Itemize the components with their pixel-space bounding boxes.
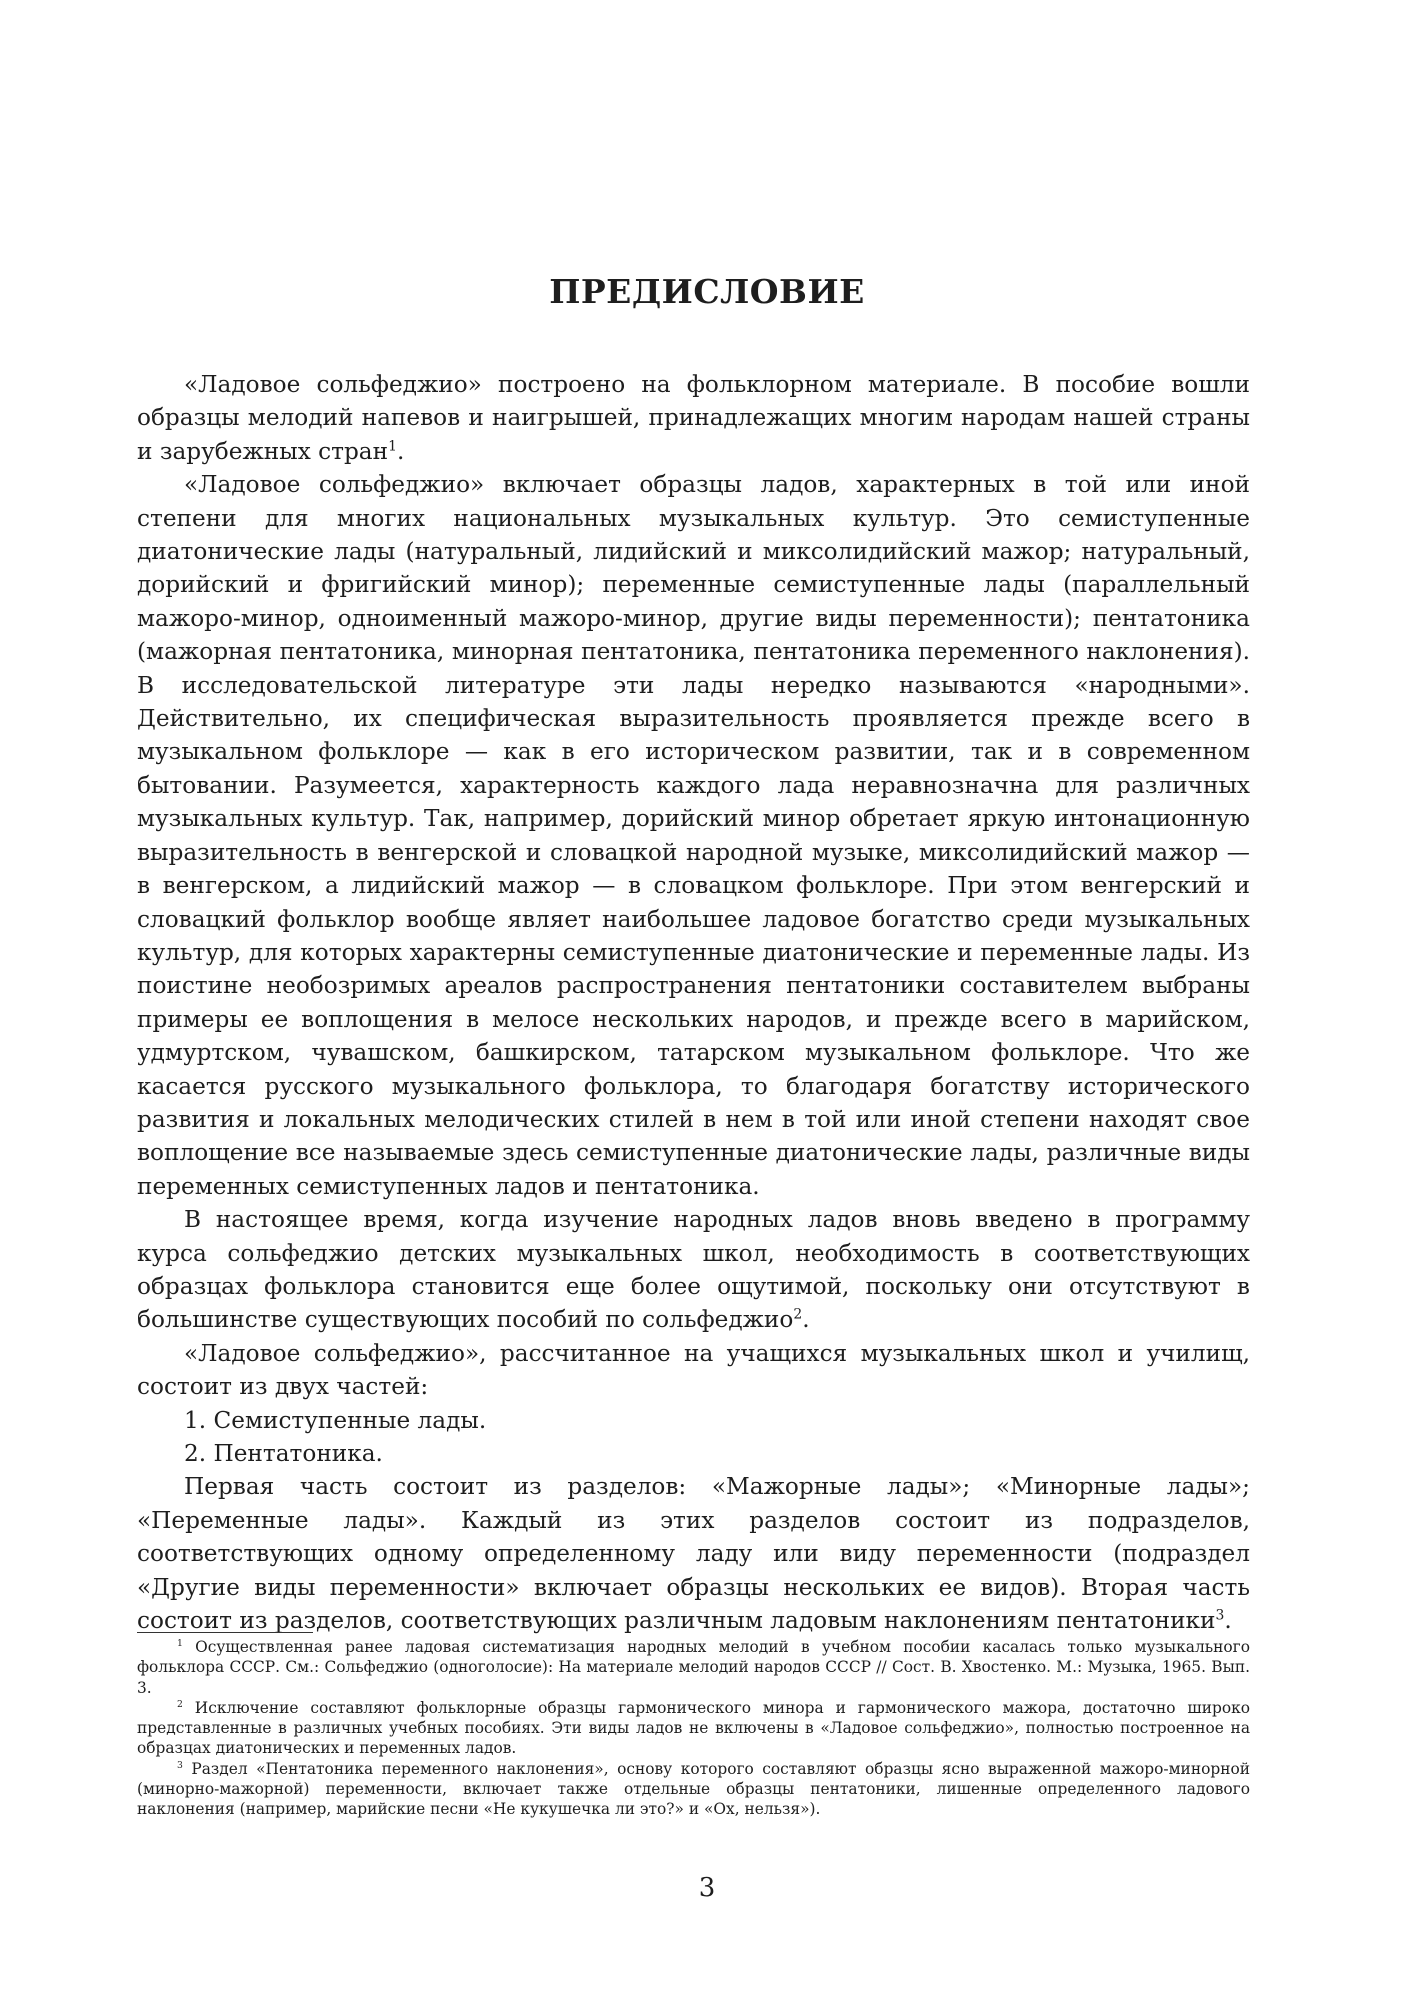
list-item: 1. Семиступенные лады. [184, 1406, 487, 1434]
footnote-ref: 1 [388, 438, 397, 455]
paragraph: «Ладовое сольфеджио» включает образцы ладов, характерных в той или иной степени для многих национальных музыкальных культур. Это семиступенные диатонические лады (натуральный, лидийский и миксолидийский мажор; натуральный, дорийский и фригийский минор); переменные семиступенные лады (параллельный мажоро-минор, одноименный мажоро-минор, другие виды переменности); пентатоника (мажорная пентатоника, минорная пентатоника, пентатоника переменного наклонения). В исследовательской литературе эти лады нередко называются «народными». Действительно, их специфическая выразительность проявляется прежде всего в музыкальном фольклоре — как в его историческом развитии, так и в современном бытовании. Разумеется, характерность каждого лада неравнозначна для различных музыкальных культур. Так, например, дорийский минор обретает яркую интонационную выразительность в венгерской и словацкой народной музыке, миксолидийский мажор — в венгерском, а лидийский мажор — в словацком фольклоре. При этом венгерский и словацкий фольклор вообще являет наибольшее ладовое богатство среди музыкальных культур, для которых характерны семиступенные диатонические и переменные лады. Из поистине необозримых ареалов распространения пентатоники составителем выбраны примеры ее воплощения в мелосе нескольких народов, и прежде всего в марийском, удмуртском, чувашском, башкирском, татарском музыкальном фольклоре. Что же касается русского музыкального фольклора, то благодаря богатству исторического развития и локальных мелодических стилей в нем в той или иной степени находят свое воплощение все называемые здесь семиступенные диатонические лады, различные виды переменных семиступенных ладов и пентатоника. [137, 471, 1250, 1200]
footnote: $^2$ Исключение составляют фольклорные образцы гармонического минора и гармонического мажора, достаточно широко представленные в различных учебных пособиях. Эти виды ладов не включены в «Ладовое сольфеджио», полностью построенное на образцах диатонических и переменных ладов. [137, 1698, 1250, 1758]
paragraph: Первая часть состоит из разделов: «Мажорные лады»; «Минорные лады»; «Переменные лады». Каждый из этих разделов состоит из подразделов, соответствующих одному определенному ладу или виду переменности (подраздел «Другие виды переменности» включает образцы нескольких ее видов). Вторая часть состоит из разделов, соответствующих различным ладовым наклонениям пентатоники$^3$. [137, 1473, 1250, 1635]
paragraph: «Ладовое сольфеджио», рассчитанное на учащихся музыкальных школ и училищ, состоит из двух частей: [137, 1339, 1250, 1401]
list-item: 2. Пентатоника. [184, 1440, 383, 1467]
footnote-ref: 2 [793, 1306, 803, 1323]
footnote-mark: 3 [177, 1759, 183, 1771]
page-number: 3 [698, 1873, 716, 1903]
footnote-mark: 2 [177, 1698, 183, 1710]
footnote: $^1$ Осуществленная ранее ладовая систематизация народных мелодий в учебном пособии касалась только музыкального фольклора СССР. См.: Сольфеджио (одноголосие): На материале мелодий народов СССР // Сост. В. Хвостенко. М.: Музыка, 1965. Вып. 3. [137, 1637, 1250, 1697]
footnote-ref: 3 [1215, 1607, 1225, 1624]
page-title: ПРЕДИСЛОВИЕ [549, 272, 865, 311]
footnote-divider [137, 1632, 313, 1633]
footnote-mark: 1 [177, 1637, 183, 1649]
footnote: $^3$ Раздел «Пентатоника переменного наклонения», основу которого составляют образцы ясно выраженной мажоро-минорной (минорно-мажорной) переменности, включает также отдельные образцы пентатоники, лишенные определенного ладового наклонения (например, марийские песни «Не кукушечка ли это?» и «Ох, нельзя»). [137, 1759, 1250, 1819]
footnotes [137, 1637, 1250, 1820]
paragraph: «Ладовое сольфеджио» построено на фольклорном материале. В пособие вошли образцы мелодий напевов и наигрышей, принадлежащих многим народам нашей страны и зарубежных стран$^1$. [137, 371, 1250, 465]
paragraph: В настоящее время, когда изучение народных ладов вновь введено в программу курса сольфеджио детских музыкальных школ, необходимость в соответствующих образцах фольклора становится еще более ощутимой, поскольку они отсутствуют в большинстве существующих пособий по сольфеджио$^2$. [137, 1206, 1250, 1334]
preface-body [137, 368, 1250, 1637]
